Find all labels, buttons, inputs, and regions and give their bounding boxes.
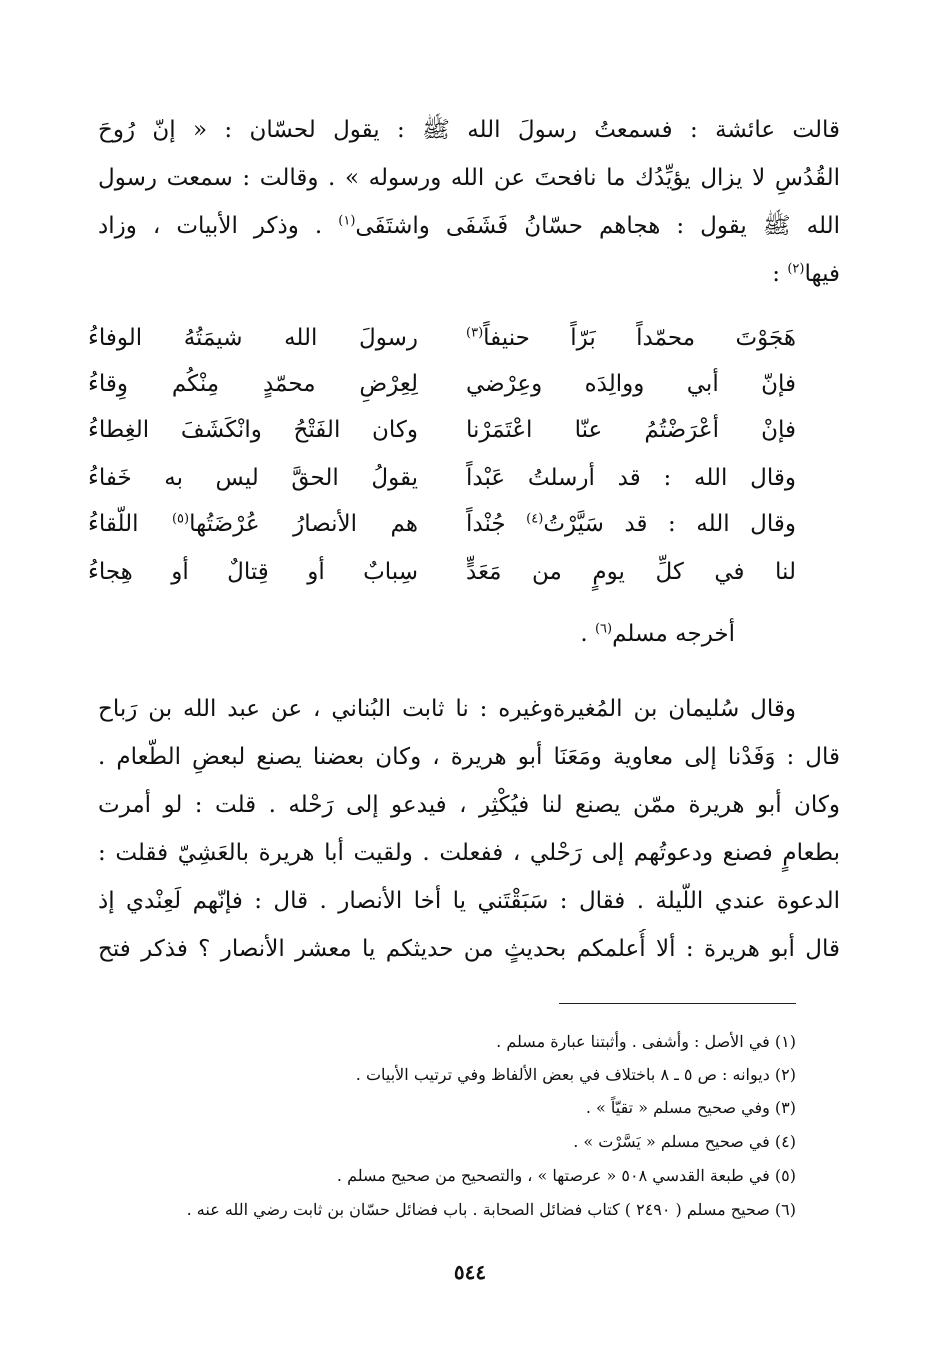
text-line <box>98 254 840 294</box>
verse-first-half: فإنّ أبي ووالِدَه وعِرْضي <box>466 371 796 397</box>
poem-verse <box>0 456 940 500</box>
footnote-ref: (٦) <box>594 621 613 637</box>
text-segment: الله ﷺ يقول : هجاهم حسّانُ فَشَفَى واشتَفَى <box>355 213 840 239</box>
verse-first-half: وقال الله : قد سَيَّرْتُ$^{(٤)}$ جُنْداً <box>466 511 796 537</box>
text-line: وقال سُليمان بن المُغيرةوغيره : نا ثابت البُناني ، عن عبد الله بن رَباح <box>98 696 796 722</box>
footnote-ref: (٢) <box>787 261 805 277</box>
verse-second-half: سِبابٌ أو قِتالٌ أو هِجاءُ <box>88 559 418 585</box>
poem-source: أخرجه مسلم$^{(٦)}$ . <box>580 621 735 647</box>
text-line <box>98 206 840 246</box>
verse-second-half: رسولَ الله شيمَتُهُ الوفاءُ <box>88 325 418 351</box>
poem-verse <box>0 550 940 594</box>
text-segment: : <box>772 261 788 287</box>
text-line: قال أبو هريرة : ألا أُعلمكم بحديثٍ من حديثكم يا معشر الأنصار ؟ فذكر فتح <box>98 936 840 962</box>
footnote: (١) في الأصل : وأشفى . وأثبتنا عبارة مسلم . <box>496 1032 796 1051</box>
footnote-ref: (٥) <box>171 511 190 527</box>
poem-verse <box>0 316 940 360</box>
verse-first-half: وقال الله : قد أرسلتُ عَبْداً <box>466 465 796 491</box>
footnote: (٣) وفي صحيح مسلم « تقيّاً » . <box>585 1098 796 1117</box>
verse-second-half: لِعِرْضِ محمّدٍ مِنْكُم وِقاءُ <box>88 371 418 397</box>
footnote-ref: (٤) <box>526 511 544 527</box>
footnote: (٢) ديوانه : ص ٥ ـ ٨ باختلاف في بعض الألفاظ وفي ترتيب الأبيات . <box>355 1065 796 1084</box>
footnote: (٤) في صحيح مسلم « يَسَّرْت » . <box>573 1132 796 1151</box>
poem-verse <box>0 408 940 452</box>
text-line: القُدُسِ لا يزال يؤيِّدُك ما نافحتَ عن الله ورسوله » . وقالت : سمعت رسول <box>98 165 840 191</box>
text-line: قال : وَفَدْنا إلى معاوية ومَعَنَا أبو هريرة ، وكان بعضنا يصنع لبعضِ الطّعام . <box>98 744 840 770</box>
text-segment: . وذكر الأبيات ، وزاد <box>98 213 339 239</box>
text-line: الدعوة عندي اللّيلة . فقال : سَبَقْتَني يا أخا الأنصار . قال : فإنّهم لَعِنْدي إذ <box>98 888 840 914</box>
text-segment: فيها <box>804 261 840 287</box>
poem-verse <box>0 502 940 546</box>
verse-second-half: وكان الفَتْحُ وانْكَشَفَ الغِطاءُ <box>88 417 418 443</box>
verse-second-half: يقولُ الحقَّ ليس به خَفاءُ <box>88 465 418 491</box>
footnote: (٦) صحيح مسلم ( ٢٤٩٠ ) كتاب فضائل الصحابة . باب فضائل حسّان بن ثابت رضي الله عنه . <box>186 1200 796 1219</box>
text-line: قالت عائشة : فسمعتُ رسولَ الله ﷺ : يقول لحسّان : « إنّ رُوحَ <box>98 117 840 143</box>
page-number: ٥٤٤ <box>453 1260 487 1284</box>
verse-first-half: لنا في كلِّ يومٍ من مَعَدٍّ <box>466 559 796 585</box>
poem-verse <box>0 362 940 406</box>
footnote-ref: (٣) <box>466 325 484 341</box>
footnote-ref: (١) <box>338 213 356 229</box>
footnote-separator <box>559 1003 796 1004</box>
text-line: وكان أبو هريرة ممّن يصنع لنا فيُكْثِر ، فيدعو إلى رَحْله . قلت : لو أمرت <box>98 792 840 818</box>
verse-second-half: هم الأنصارُ عُرْضَتُها$^{(٥)}$ اللّقاءُ <box>88 511 418 537</box>
verse-first-half: فإنْ أعْرَضْتُمُ عنّا اعْتَمَرْنا <box>466 417 796 443</box>
text-line: بطعامٍ فصنع ودعوتُهم إلى رَحْلي ، ففعلت . ولقيت أبا هريرة بالعَشِيّ فقلت : <box>98 840 840 866</box>
verse-first-half: هَجَوْتَ محمّداً بَرّاً حنيفاً$^{(٣)}$ <box>466 325 796 351</box>
footnote: (٥) في طبعة القدسي ٥٠٨ « عرصتها » ، والتصحيح من صحيح مسلم . <box>336 1166 796 1185</box>
